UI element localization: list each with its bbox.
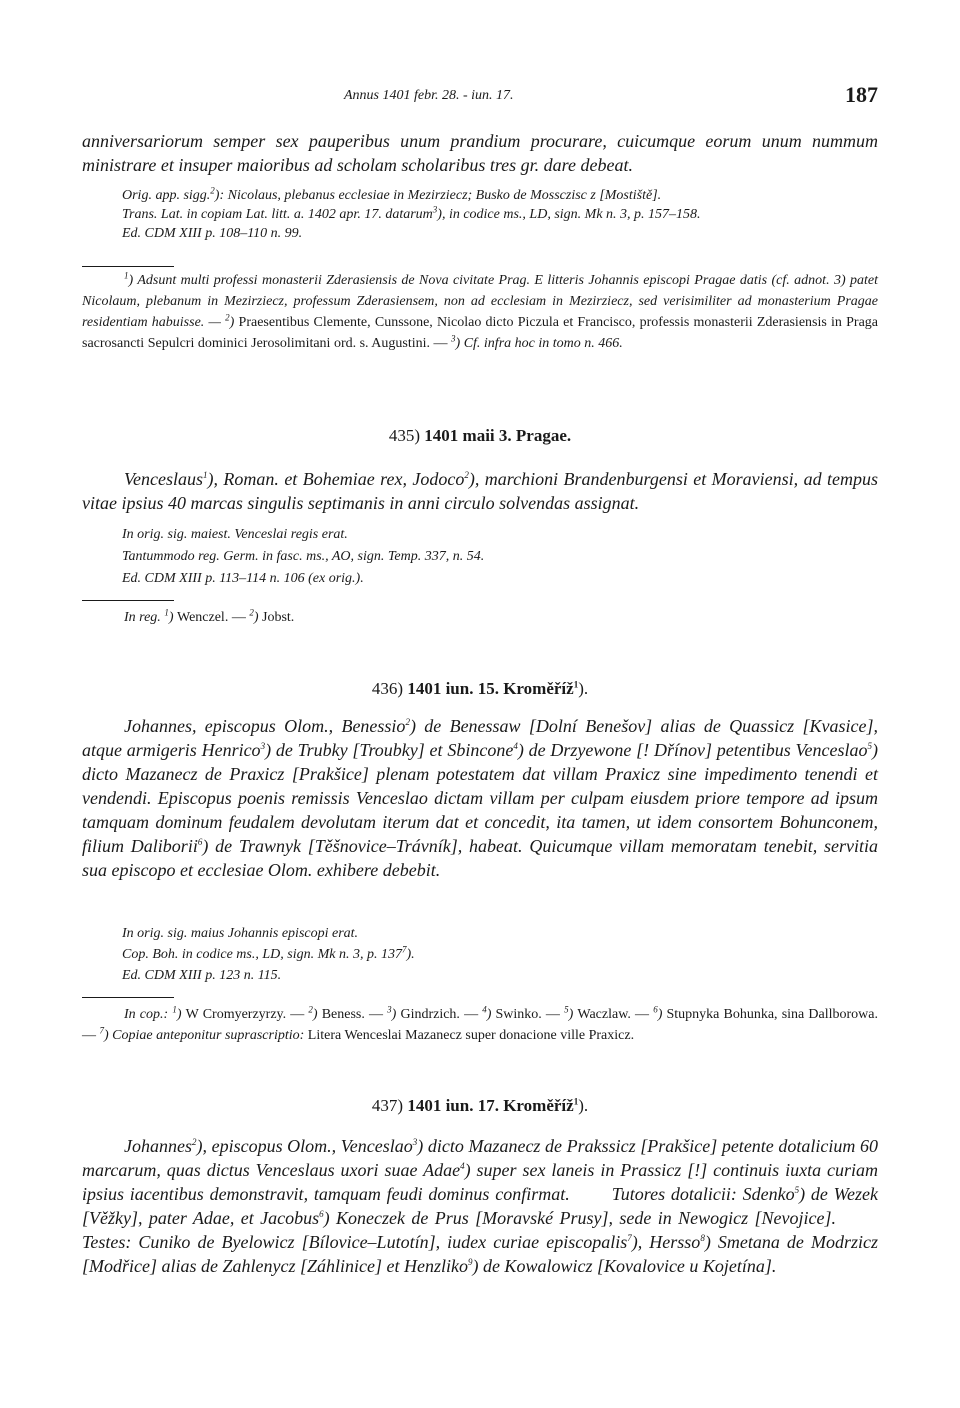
entry-436-text: Johannes, episcopus Olom., Benessio$^2$) de Benessaw [Dolní Benešov] alias de Quassicz [Kvasice], atque armigeris Henrico$^3$) de Trubky [Troubky] et Sbincone$^4$) de Drzyewone [! Dřínov] petentibus Venceslao$^5$) dicto Mazanecz de Praxicz [Prakšice] plenam potestatem dat villam Praxicz sine impedimento tenendi et vendendi. Episcopus poenis remissis Venceslao dictam villam per culpam eiusdem priore tempore ad ipsum tamquam dominum feudalem devolutam iterum dat et concedit, ita tamen, ut idem consortem Bohunconem, filium Daliborii$^6$) de Trawnyk [Těšnovice–Trávník], habeat. Quicumque villam memoratam tenebit, servitia sua episcopo et ecclesiae Olom. exhibere debebit. (82, 716, 878, 880)
entry-435-meta: In orig. sig. maiest. Venceslai regis erat. Tantummodo reg. Germ. in fasc. ms., AO, sign. Temp. 337, n. 54. Ed. CDM XIII p. 113–114 n. 106 (ex orig.). (122, 527, 485, 586)
page-header (82, 82, 878, 112)
running-head: Annus 1401 febr. 28. - iun. 17. (344, 88, 514, 103)
entry-435-text: Venceslaus$^1$), Roman. et Bohemiae rex, Jodoco$^2$), marchioni Brandenburgensi et Moraviensi, ad tempus vitae ipsius 40 marcas singulis septimanis in anni circulo solvendas assignat. (82, 469, 878, 513)
entry-436-footnotes: In cop.: $^1$) W Cromyerzyrzy. — $^2$) Beness. — $^3$) Gindrzich. — $^4$) Swinko. — $^5$) Waczlaw. — $^6$) Stupnyka Bohunka, sina Dallborowa. — $^7$) Copiae anteponitur suprascriptio: Litera Wenceslai Mazanecz super donacione ville Praxicz. (82, 1004, 878, 1043)
footnote-rule (82, 997, 174, 998)
meta-orig: Orig. app. sigg.$^2$): Nicolaus, plebanus ecclesiae in Mezirziecz; Busko de Mossczisc z [Mostiště]. (122, 185, 662, 203)
entry-437-text: Johannes$^2$), episcopus Olom., Venceslao$^3$) dicto Mazanecz de Prakssicz [Prakšice] petente dotalicium 60 marcarum, quas dictus Venceslaus uxori suae Adae$^4$) super sex laneis in Prassicz [!] continuis iuxta curiam ipsius iacentibus demonstravit, tamquam feudi dominus confirmat. Tutores dotalicii: Sdenko$^5$) de Wezek [Věžky], pater Adae, et Jacobus$^6$) Koneczek de Prus [Moravské Prusy], sede in Newogicz [Nevojice].Testes: Cuniko de Byelowicz [Bílovice–Lutotín], iudex curiae episcopalis$^7$), Hersso$^8$) Smetana de Modrzicz [Modřice] alias de Zahlenycz [Záhlinice] et Henzliko$^9$) de Kowalowicz [Kovalovice u Kojetína]. (82, 1136, 878, 1276)
footnote-rule (82, 600, 174, 601)
entry-437-heading: 437) 1401 iun. 17. Kroměříž$^1$). (371, 1096, 589, 1115)
footnote-rule (82, 266, 174, 267)
page-number: 187 (845, 82, 878, 107)
meta-trans: Trans. Lat. in copiam Lat. litt. a. 1402 apr. 17. datarum$^3$), in codice ms., LD, sign. Mk n. 3, p. 157–158. (122, 204, 701, 222)
footnote-1: Adsunt multi professi monasterii Zderasiensis de Nova civitate Prag. E litteris Johannis episcopi Pragae datis (cf. adnot. 3) patet Nicolaum, plebanum in Mezirziecz, professum Zderasiensem, non ad ecclesiam in Mezirziecz, sed verisimiliter ad monasterium Pragae residentiam habuisse. — (82, 273, 878, 330)
prev-entry (82, 129, 878, 177)
entry-435-heading: 435) 1401 maii 3. Pragae. (388, 426, 572, 445)
prev-entry-meta (82, 186, 918, 243)
prev-entry-footnotes: $^1$) Adsunt multi professi monasterii Zderasiensis de Nova civitate Prag. E litteris Johannis episcopi Pragae datis (cf. adnot. 3) patet Nicolaum, plebanum in Mezirziecz, professum Zderasiensem, non ad ecclesiam in Mezirziecz, sed verisimiliter ad monasterium Pragae residentiam habuisse. — $^2$) Praesentibus Clemente, Cunssone, Nicolao dicto Piczula et Francisco, professis monasterii Zderasiensis in Praga sacrosancti Sepulcri dominici Jerosolimitani ord. s. Augustini. — $^3$) Cf. infra hoc in tomo n. 466. (82, 270, 878, 351)
footnote-2: Praesentibus Clemente, Cunssone, Nicolao dicto Piczula et Francisco, professis monasterii Zderasiensis in Praga sacrosancti Sepulcri dominici Jerosolimitani ord. s. Augustini. — (82, 315, 878, 351)
footnote-3: Cf. infra hoc in tomo n. 466. (463, 336, 623, 351)
entry-436-heading: 436) 1401 iun. 15. Kroměříž$^1$). (371, 679, 589, 698)
entry-435-footnotes: In reg. $^1$) Wenczel. — $^2$) Jobst. (124, 607, 295, 625)
meta-ed: Ed. CDM XIII p. 108–110 n. 99. (122, 226, 303, 241)
entry-436-meta: In orig. sig. maius Johannis episcopi erat. Cop. Boh. in codice ms., LD, sign. Mk n. 3, p. $137^7$). Ed. CDM XIII p. 123 n. 115. (122, 926, 415, 983)
prev-entry-text: anniversariorum semper sex pauperibus unum prandium procurare, cuicumque eorum unum nummum ministrare et insuper maioribus ad scholam scholaribus tres gr. dare debeat. (82, 131, 878, 175)
